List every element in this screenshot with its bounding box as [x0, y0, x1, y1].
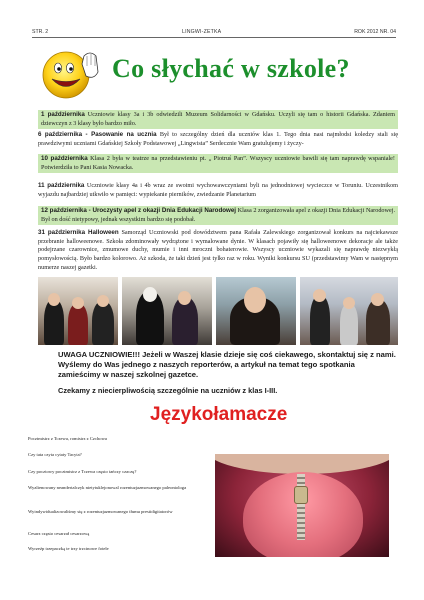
news-text: Uczniowie klasy 4a i 4b wraz ze swoimi wychowawczyniami byli na jednodniowej wycieczce w Toruniu. Uczestnikom wyjazdu najbardziej utkwiło w pamięci: wypiekanie pierników, zwiedzanie Planetarium — [38, 182, 398, 198]
news-item — [38, 229, 398, 273]
tongue-twister: Wyrzeźp trzepaczką te trzy trzcinowe fotele — [28, 546, 109, 551]
news-text: Był to szczególny dzień dla uczniów klas 1. Tego dnia nasi najmłodsi koledzy stali się prawdziwymi uczniami Gdańskiej Szkoły Podstawowej „Lingwista” Serdecznie Wam gratulujemy i życzy- — [38, 131, 399, 147]
tongue-twister: Czy tata czyta cytaty Tacyta? — [28, 452, 82, 457]
news-item — [38, 154, 398, 173]
tongue-twister: Wyalienowany neandertalczyk nietytuklejonowal rozentuzjazmowanego paleontologa — [28, 485, 187, 490]
header-divider — [32, 37, 396, 38]
news-text: Samorząd Uczniowski pod dowództwem pana Rafała Zalewskiego zorganizował konkurs na najciekawsze przebranie halloweenowe. Szkoła zdominowały wydrążone i wymalowane dynie. W klasach pojawiły się halloweenowe dekoracje ale także podejrzane czarownice, zmumowe duchy, mumie i inni mroczni bohaterowie. Wszyscy uczniowie wykazali się naprawdę niezwykłą pomysłowością. Było bardzo kolorowo. Aż szkoda, że taki dzień jest tylko raz w roku. Wyniki konkursu SU (przedstawimy Wam w następnym numerze naszej gazetki. — [38, 229, 399, 271]
newspaper-title: LINGWI-ZETKA — [182, 29, 222, 35]
news-date: 12 października - Uroczysty apel z okazji Dnia Edukacji Narodowej — [41, 207, 236, 214]
news-item — [38, 182, 398, 199]
halloween-photo — [216, 277, 296, 345]
tongue-twister: Wyindywidualizowaliśmy się z rozentuzjazmowanego tłumu prestidigitatorów — [28, 509, 173, 514]
news-date: 1 października — [41, 111, 85, 118]
waiting-note: Czekamy z niecierpliwością szczególnie na uczniów z klas I-III. — [58, 386, 278, 395]
page-number: STR. 2 — [32, 29, 49, 35]
news-item — [38, 131, 398, 148]
reporter-call: UWAGA UCZNIOWIE!!! Jeżeli w Waszej klasie dzieje się coś ciekawego, skontaktuj się z nami. Wyślemy do Was jednego z naszych reporterów, a artykuł na temat tego spotkania zamieścimy w naszej szkolnej gazetce. — [58, 350, 396, 379]
smiley-waving-icon — [38, 46, 106, 100]
news-item — [38, 110, 398, 129]
news-text: Uczniowie klasy 3a i 3b odwiedzili Muzeum Solidarności w Gdańsku. Uczyli się tam o historii Gdańska. Zdaniem dziewczyn z 3 klasy było bardzo miło. — [41, 111, 395, 127]
news-text: Klasa 2 była w teatrze na przedstawieniu pt. „ Piotruś Pan”. Wszyscy uczniowie bawili się tam naprawdę wspaniale! Potwierdziła to Pani Kasia Nowacka. — [41, 155, 395, 171]
halloween-photo — [300, 277, 398, 345]
news-text: Klasa 2 zorganizowała apel z okazji Dnia Edukacji Narodowej. Był on dość nietypowy, jednak wszystkim bardzo się podobał. — [41, 207, 396, 223]
zipper-tongue-photo — [215, 454, 389, 557]
issue-info: ROK 2012 NR. 04 — [354, 29, 396, 35]
news-item — [38, 206, 398, 225]
news-date: 6 października - Pasowanie na ucznia — [38, 131, 157, 138]
halloween-photo — [122, 277, 212, 345]
tongue-twister: Czy pocztowy pocztmistrz z Tczewa często tańczy czaczę? — [28, 469, 137, 474]
section-title: Językołamacze — [150, 404, 288, 425]
news-date: 10 października — [41, 155, 88, 162]
news-date: 31 października Halloween — [38, 229, 119, 236]
halloween-photo — [38, 277, 118, 345]
tongue-twister: Pocztmistrz z Tczewa, romistrz z Czchowa — [28, 436, 107, 441]
halloween-photo-strip — [38, 277, 398, 345]
page-title: Co słychać w szkole? — [112, 54, 350, 83]
news-date: 11 października — [38, 182, 85, 189]
tongue-twister: Cesarz często cesarzał cesarzową — [28, 531, 90, 536]
